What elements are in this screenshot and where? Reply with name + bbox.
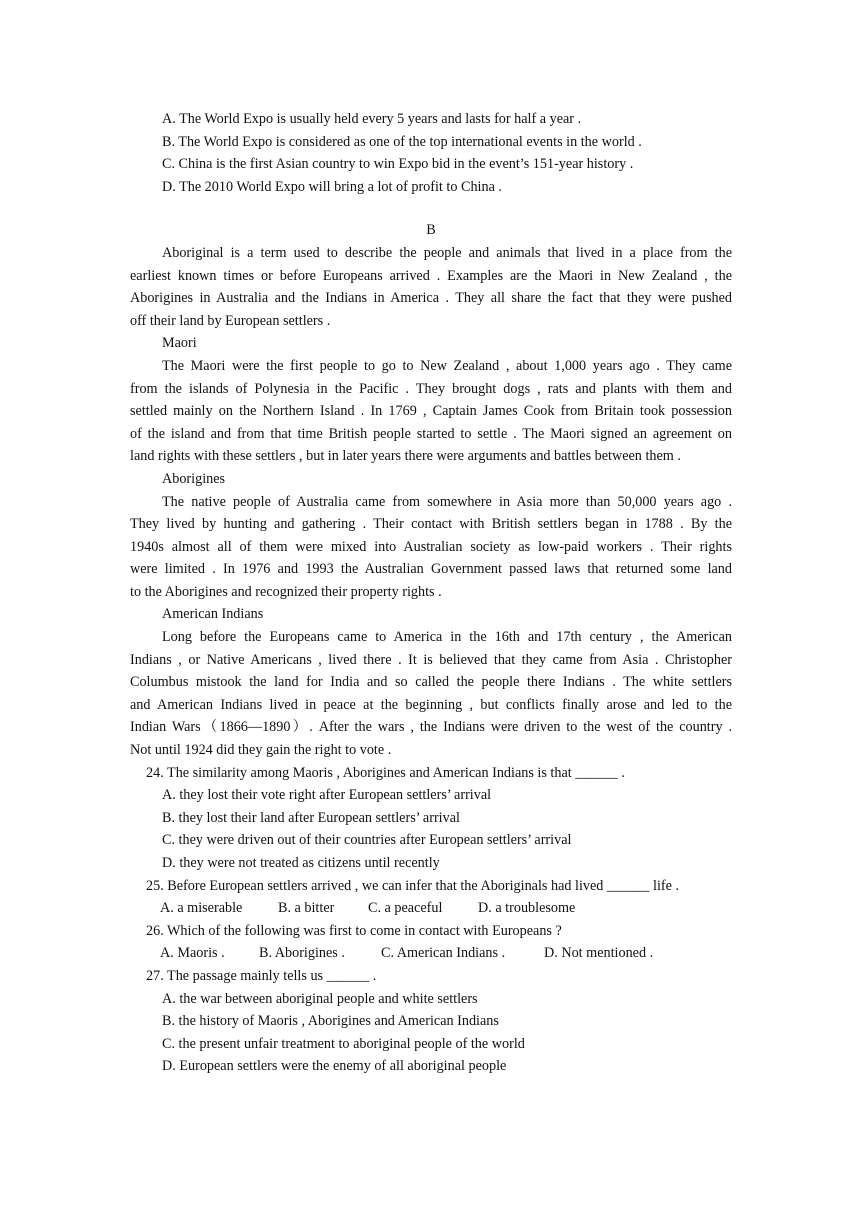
paragraph-line: land rights with these settlers , but in later years there were arguments and battles between them . [130,448,681,465]
paragraph-line: Aborigines in Australia and the Indians in America . They all share the fact that they were pushed [130,290,732,307]
option-a: A. the war between aboriginal people and white settlers [162,990,478,1007]
question-24 [130,762,732,875]
intro-paragraph [130,242,732,332]
option-d: D. The 2010 World Expo will bring a lot of profit to China . [162,178,502,195]
paragraph-line: Indians , or Native Americans , lived there . It is believed that they came from Asia . Christopher [130,651,732,668]
question-27 [130,965,732,1078]
subheading-aborigines: Aborigines [162,470,226,487]
paragraph-line: of the island and from that time British people started to settle . The Maori signed an agreement on [130,425,732,442]
paragraph-line: Long before the Europeans came to America in the 16th and 17th century , the American [162,629,732,646]
option-c: C. China is the first Asian country to win Expo bid in the event’s 151-year history . [162,156,634,173]
option-b: B. The World Expo is considered as one of the top international events in the world . [162,133,642,150]
option-c: C. a peaceful [368,900,443,917]
option-c: C. they were driven out of their countries after European settlers’ arrival [162,832,572,849]
question-26 [130,920,732,965]
subheading-maori: Maori [162,335,197,352]
option-b: B. Aborigines . [259,945,345,962]
question-stem: 27. The passage mainly tells us ______ . [146,967,377,984]
paragraph-line: to the Aborigines and recognized their property rights . [130,583,442,600]
paragraph-line: Aboriginal is a term used to describe the people and animals that lived in a place from the [162,244,732,261]
paragraph-line: from the islands of Polynesia in the Pacific . They brought dogs , rats and plants with them and [130,380,732,397]
option-b: B. a bitter [278,900,335,917]
paragraph-line: earliest known times or before Europeans arrived . Examples are the Maori in New Zealand , the [130,267,732,284]
subheading-american-indians: American Indians [162,606,264,623]
option-a: A. a miserable [160,900,243,917]
section-label: B [426,222,436,239]
aborigines-paragraph [130,491,732,604]
paragraph-line: Indian Wars（1866—1890）. After the wars , the Indians were driven to the west of the country . [130,719,732,736]
option-a: A. Maoris . [160,945,225,962]
paragraph-line: The native people of Australia came from somewhere in Asia more than 50,000 years ago . [162,493,732,510]
option-d: D. Not mentioned . [544,945,654,962]
option-a: A. they lost their vote right after European settlers’ arrival [162,787,492,804]
options-row [130,897,732,920]
question-stem: 26. Which of the following was first to come in contact with Europeans ? [146,922,562,939]
paragraph-line: were limited . In 1976 and 1993 the Australian Government passed laws that returned some land [130,561,732,578]
previous-question-options [130,108,732,198]
paragraph-line: and American Indians lived in peace at the beginning , but conflicts finally arose and led to the [130,696,732,713]
document-page [130,108,732,1078]
paragraph-line: 1940s almost all of them were mixed into Australian society as low-paid workers . Their rights [130,538,732,555]
maori-paragraph [130,355,732,468]
option-b: B. the history of Maoris , Aborigines and American Indians [162,1013,499,1030]
paragraph-line: The Maori were the first people to go to New Zealand , about 1,000 years ago . They came [162,357,732,374]
question-stem: 24. The similarity among Maoris , Aborigines and American Indians is that ______ . [146,764,625,781]
paragraph-line: They lived by hunting and gathering . Their contact with British settlers began in 1788 . By the [130,516,732,533]
american-indians-paragraph [130,626,732,762]
option-a: A. The World Expo is usually held every 5 years and lasts for half a year . [162,111,582,127]
paragraph-line: off their land by European settlers . [130,312,331,329]
option-c: C. the present unfair treatment to aboriginal people of the world [162,1035,525,1052]
option-d: D. European settlers were the enemy of all aboriginal people [162,1058,507,1075]
option-d: D. a troublesome [478,900,576,917]
options-row [130,942,732,965]
option-b: B. they lost their land after European settlers’ arrival [162,809,460,826]
option-c: C. American Indians . [381,945,506,962]
question-25 [130,875,732,920]
option-d: D. they were not treated as citizens until recently [162,855,440,871]
paragraph-line: Not until 1924 did they gain the right to vote . [130,742,392,759]
question-stem: 25. Before European settlers arrived , we can infer that the Aboriginals had lived ______ life . [146,877,680,894]
paragraph-line: settled mainly on the Northern Island . In 1769 , Captain James Cook from Britain took possession [130,403,732,420]
paragraph-line: Columbus mistook the land for India and so called the people there Indians . The white settlers [130,674,732,691]
